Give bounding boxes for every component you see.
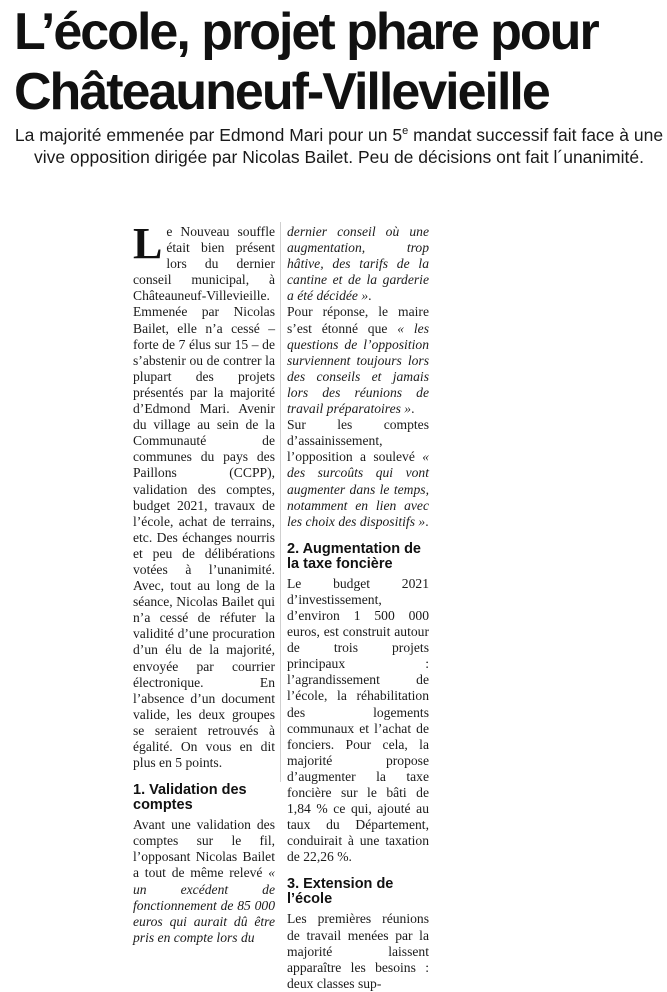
headline [14, 2, 664, 122]
section-2-heading: 2. Augmentation de la taxe foncière [287, 540, 421, 572]
section-1-p1-lead: Avant une validation des comptes sur le fil, l’opposant Nicolas Bailet a tout de même relevé [133, 817, 275, 881]
subhead-text-start: La majorité emmenée par Edmond Mari pour un 5 [14, 125, 403, 145]
subhead-text-end: mandat successif fait face à une vive opposition dirigée par Nicolas Bailet. Peu de décisions ont fait l´unanimité. [34, 125, 664, 167]
section-2-paragraph-1: Le budget 2021 d’investissement, d’environ 1 500 000 euros, est construit autour de trois projets principaux : l’agrandissement de l’école, la réhabilitation des logements communaux et l’achat de fonciers. Pour cela, la majorité propose d’augmenter la taxe foncière sur le bâti de 1,84 % ce qui, ajouté au taux du Département, conduirait à une taxation de 22,26 %. [287, 575, 429, 865]
article-column-2 [287, 224, 429, 992]
section-1-heading: 1. Validation des comptes [133, 782, 247, 814]
section-1-p1-end: . [368, 288, 372, 304]
section-1-p1-quote-part-1: « un excédent de fonctionnement de 85 000 euros qui aurait dû être pris en compte lors du [133, 865, 275, 945]
section-1-p3-end: . [425, 513, 429, 529]
section-1-paragraph-1-start [133, 817, 275, 946]
section-1-p1-quote-part-2: dernier conseil où une augmentation, trop hâtive, des tarifs de la cantine et de la garderie a été décidée » [287, 224, 429, 304]
column-divider [280, 222, 281, 782]
section-1-p2-end: . [411, 401, 415, 417]
article-column-1 [133, 219, 275, 946]
headline-line-1: L’école, projet phare pour [14, 3, 598, 61]
section-3-paragraph-1: Les premières réunions de travail menées par la majorité laissent apparaître les besoins : deux classes sup- [287, 911, 429, 991]
section-1-p2-quote: « les questions de l’opposition surviennent toujours lors des conseils et jamais lors des réunions de travail préparatoires » [287, 320, 429, 417]
section-1-paragraph-3 [287, 417, 429, 530]
headline-line-2: Châteauneuf-Villevieille [14, 63, 549, 121]
section-1-p3-quote: « des surcoûts qui vont augmenter dans le temps, notamment en lien avec les choix des dispositifs » [287, 449, 429, 529]
intro-paragraph [133, 219, 275, 771]
section-1-p2-lead: Pour réponse, le maire s’est étonné que [287, 304, 429, 336]
section-1-paragraph-1-end [287, 224, 429, 304]
intro-text: e Nouveau souffle était bien présent lors du dernier conseil municipal, à Châteauneuf-Villevieille. Emmenée par Nicolas Bailet, elle n’a cessé – forte de 7 élus sur 15 – de s’abstenir ou de contrer la plupart des projets présentés par la majorité d’Edmond Mari. Avenir du village au sein de la Communauté de communes du pays des Paillons (CCPP), validation des comptes, budget 2021, travaux de l’école, achat de terrains, etc. Des échanges nourris et peu de délibérations votées à l’unanimité. Avec, tout au long de la séance, Nicolas Bailet qui n’a cessé de réfuter la validité d’une procuration d’un élu de la majorité, envoyée par courrier électronique. En l’absence d’un document valide, les deux groupes se seraient retrouvés à égalité. On vous en dit plus en 5 points. [133, 224, 275, 771]
drop-cap: L [133, 219, 163, 268]
section-1-paragraph-2 [287, 304, 429, 417]
section-1-p3-lead: Sur les comptes d’assainissement, l’opposition a soulevé [287, 417, 429, 465]
section-3-heading: 3. Extension de l’école [287, 876, 394, 908]
subhead-superscript: e [402, 125, 409, 138]
subheadline [14, 124, 664, 168]
